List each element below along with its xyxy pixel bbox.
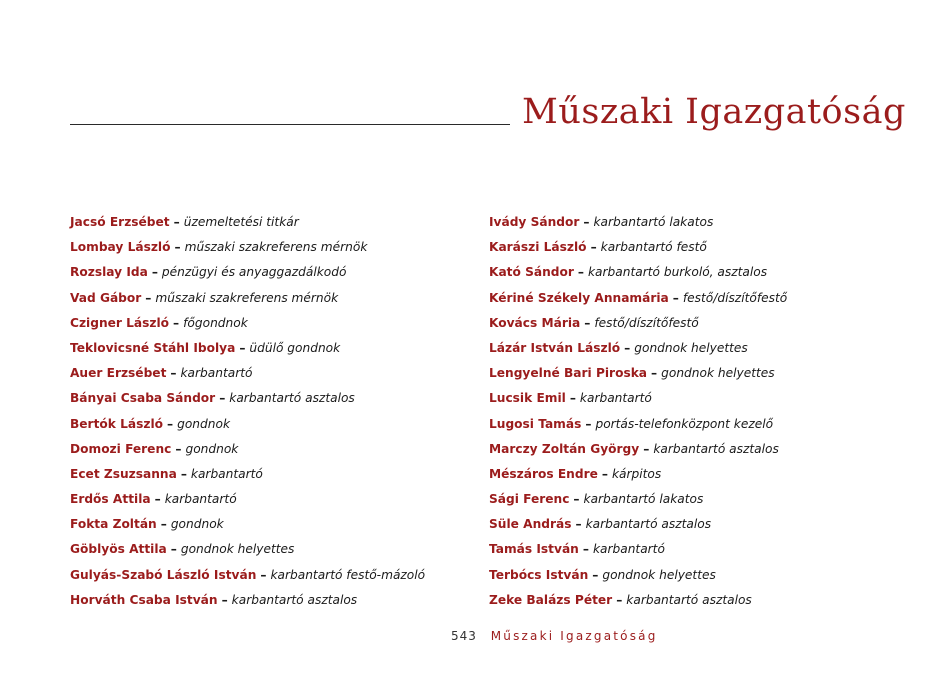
staff-role: festő/díszítőfestő (594, 315, 699, 330)
staff-entry (489, 515, 787, 540)
staff-name: Erdős Attila (70, 492, 151, 507)
staff-name: Lázár István László (489, 340, 621, 355)
staff-entry (489, 440, 787, 465)
staff-entry (70, 465, 425, 490)
separator-dash: – (239, 340, 246, 355)
separator-dash: – (174, 240, 181, 255)
staff-name: Ivády Sándor (489, 215, 580, 229)
staff-entry (489, 289, 787, 314)
staff-role: gondnok (185, 441, 239, 456)
staff-role: gondnok (177, 416, 231, 431)
staff-role: gondnok helyettes (180, 542, 295, 557)
separator-dash: – (569, 391, 576, 406)
staff-name: Fokta Zoltán (70, 517, 157, 532)
staff-role: üdülő gondnok (249, 340, 341, 355)
staff-name: Horváth Csaba István (70, 592, 218, 607)
staff-entry (489, 415, 787, 440)
staff-name: Lugosi Tamás (489, 416, 582, 431)
staff-entry (70, 213, 425, 238)
staff-entry (489, 389, 787, 414)
staff-role: karbantartó asztalos (626, 592, 752, 607)
staff-name: Terbócs István (489, 567, 589, 582)
staff-entry (489, 263, 787, 288)
staff-name: Lombay László (70, 240, 171, 255)
separator-dash: – (624, 340, 631, 355)
staff-entry (70, 440, 425, 465)
title-rule (70, 124, 510, 125)
separator-dash: – (167, 416, 174, 431)
staff-entry (489, 339, 787, 364)
staff-name: Ecet Zsuzsanna (70, 466, 177, 481)
staff-name: Mészáros Endre (489, 466, 598, 481)
staff-name: Teklovicsné Stáhl Ibolya (70, 340, 236, 355)
staff-role: karbantartó lakatos (583, 492, 704, 507)
staff-role: karbantartó festő-mázoló (270, 567, 426, 582)
staff-entry (70, 389, 425, 414)
separator-dash: – (577, 265, 584, 280)
separator-dash: – (221, 592, 228, 607)
footer-section-title: Műszaki Igazgatóság (490, 629, 658, 643)
separator-dash: – (175, 441, 182, 456)
staff-name: Lucsik Emil (489, 391, 566, 406)
staff-role: karbantartó asztalos (229, 391, 355, 406)
staff-role: karbantartó (579, 391, 652, 406)
staff-name: Kériné Székely Annamária (489, 290, 669, 305)
staff-name: Zeke Balázs Péter (489, 592, 613, 607)
staff-entry (70, 591, 425, 616)
staff-entry (489, 465, 787, 490)
separator-dash: – (154, 492, 161, 507)
staff-entry (70, 566, 425, 591)
staff-name: Bányai Csaba Sándor (70, 391, 216, 406)
staff-role: karbantartó asztalos (585, 517, 712, 532)
staff-name: Karászi László (489, 240, 587, 255)
separator-dash: – (582, 542, 589, 557)
staff-role: karbantartó (592, 542, 665, 557)
staff-entry (489, 566, 787, 591)
separator-dash: – (651, 366, 658, 381)
staff-name: Marczy Zoltán György (489, 441, 640, 456)
separator-dash: – (583, 215, 590, 229)
separator-dash: – (173, 315, 180, 330)
staff-role: karbantartó asztalos (231, 592, 358, 607)
staff-role: gondnok (170, 517, 224, 532)
separator-dash: – (573, 492, 580, 507)
separator-dash: – (219, 391, 226, 406)
separator-dash: – (643, 441, 650, 456)
staff-name: Süle András (489, 517, 572, 532)
staff-role: karbantartó burkoló, asztalos (588, 265, 768, 280)
staff-name: Auer Erzsébet (70, 366, 167, 381)
staff-role: gondnok helyettes (661, 366, 775, 381)
staff-name: Gulyás-Szabó László István (70, 567, 257, 582)
staff-name: Domozi Ferenc (70, 441, 172, 456)
staff-name: Bertók László (70, 416, 164, 431)
separator-dash: – (575, 517, 582, 532)
staff-role: pénzügyi és anyaggazdálkodó (161, 265, 347, 280)
staff-role: műszaki szakreferens mérnök (155, 290, 339, 305)
staff-role: karbantartó festő (600, 240, 707, 255)
staff-entry (489, 314, 787, 339)
separator-dash: – (173, 215, 180, 229)
separator-dash: – (585, 416, 592, 431)
staff-entry (70, 263, 425, 288)
separator-dash: – (616, 592, 623, 607)
staff-name: Vad Gábor (70, 290, 142, 305)
staff-entry (70, 540, 425, 565)
page-footer (451, 629, 658, 643)
separator-dash: – (592, 567, 599, 582)
staff-entry (70, 515, 425, 540)
staff-role: műszaki szakreferens mérnök (184, 240, 368, 255)
staff-name: Göblyös Attila (70, 542, 167, 557)
staff-role: festő/díszítőfestő (682, 290, 788, 305)
separator-dash: – (672, 290, 679, 305)
separator-dash: – (170, 366, 177, 381)
staff-entry (70, 490, 425, 515)
staff-name: Sági Ferenc (489, 492, 570, 507)
staff-role: főgondnok (183, 315, 248, 330)
staff-role: gondnok helyettes (602, 567, 716, 582)
staff-name: Czigner László (70, 315, 170, 330)
staff-entry (70, 339, 425, 364)
staff-list-left (70, 213, 425, 616)
staff-entry (70, 314, 425, 339)
separator-dash: – (170, 542, 177, 557)
staff-entry (70, 289, 425, 314)
separator-dash: – (145, 290, 152, 305)
staff-entry (489, 238, 787, 263)
separator-dash: – (590, 240, 597, 255)
separator-dash: – (160, 517, 167, 532)
staff-role: karbantartó (190, 466, 263, 481)
page-number: 543 (451, 629, 477, 643)
staff-entry (70, 238, 425, 263)
staff-role: karbantartó lakatos (593, 215, 714, 229)
staff-entry (70, 364, 425, 389)
staff-role: kárpitos (611, 466, 662, 481)
staff-name: Kató Sándor (489, 265, 574, 280)
staff-name: Lengyelné Bari Piroska (489, 366, 648, 381)
separator-dash: – (151, 265, 158, 280)
staff-entry (489, 490, 787, 515)
staff-role: üzemeltetési titkár (183, 215, 299, 229)
staff-name: Tamás István (489, 542, 579, 557)
staff-entry (489, 591, 787, 616)
staff-name: Jacsó Erzsébet (70, 215, 170, 229)
separator-dash: – (601, 466, 608, 481)
staff-name: Kovács Mária (489, 315, 581, 330)
staff-entry (489, 540, 787, 565)
staff-entry (489, 213, 787, 238)
staff-role: karbantartó asztalos (653, 441, 779, 456)
staff-role: portás-telefonközpont kezelő (595, 416, 774, 431)
staff-name: Rozslay Ida (70, 265, 148, 280)
staff-role: gondnok helyettes (634, 340, 748, 355)
staff-role: karbantartó (164, 492, 237, 507)
staff-entry (489, 364, 787, 389)
separator-dash: – (180, 466, 187, 481)
staff-entry (70, 415, 425, 440)
staff-list-right (489, 213, 787, 616)
separator-dash: – (260, 567, 267, 582)
separator-dash: – (584, 315, 591, 330)
staff-role: karbantartó (180, 366, 253, 381)
page-title: Műszaki Igazgatóság (522, 92, 906, 132)
